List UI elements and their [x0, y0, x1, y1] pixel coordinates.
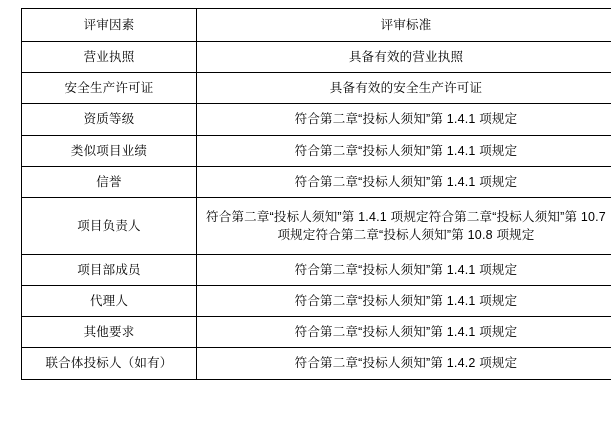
- column-header-standard: 评审标准: [197, 9, 611, 42]
- table-row: [22, 255, 611, 286]
- review-criteria-table: [21, 8, 611, 380]
- row-standard: 符合第二章“投标人须知”第 1.4.1 项规定: [197, 104, 611, 135]
- table-row: [22, 42, 611, 73]
- row-factor: 信誉: [22, 166, 197, 197]
- row-factor: 联合体投标人（如有）: [22, 348, 197, 379]
- row-factor: 安全生产许可证: [22, 73, 197, 104]
- table-row: [22, 197, 611, 254]
- row-factor: 其他要求: [22, 317, 197, 348]
- row-standard: 符合第二章“投标人须知”第 1.4.2 项规定: [197, 348, 611, 379]
- row-standard: 符合第二章“投标人须知”第 1.4.1 项规定: [197, 135, 611, 166]
- row-factor: 类似项目业绩: [22, 135, 197, 166]
- row-factor: 项目负责人: [22, 197, 197, 254]
- table-row: [22, 104, 611, 135]
- row-factor: 营业执照: [22, 42, 197, 73]
- table-row: [22, 286, 611, 317]
- row-factor: 资质等级: [22, 104, 197, 135]
- table-row: [22, 317, 611, 348]
- row-factor: 代理人: [22, 286, 197, 317]
- row-standard: 具备有效的安全生产许可证: [197, 73, 611, 104]
- table-row: [22, 166, 611, 197]
- row-standard: 符合第二章“投标人须知”第 1.4.1 项规定: [197, 166, 611, 197]
- table-row: [22, 348, 611, 379]
- row-standard: 符合第二章“投标人须知”第 1.4.1 项规定: [197, 255, 611, 286]
- row-factor: 项目部成员: [22, 255, 197, 286]
- row-standard: 符合第二章“投标人须知”第 1.4.1 项规定: [197, 317, 611, 348]
- table-row: [22, 73, 611, 104]
- table-header-row: [22, 9, 611, 42]
- table-row: [22, 135, 611, 166]
- column-header-factor: 评审因素: [22, 9, 197, 42]
- row-standard: 符合第二章“投标人须知”第 1.4.1 项规定符合第二章“投标人须知”第 10.7 项规定符合第二章“投标人须知”第 10.8 项规定: [197, 197, 611, 254]
- row-standard: 具备有效的营业执照: [197, 42, 611, 73]
- row-standard: 符合第二章“投标人须知”第 1.4.1 项规定: [197, 286, 611, 317]
